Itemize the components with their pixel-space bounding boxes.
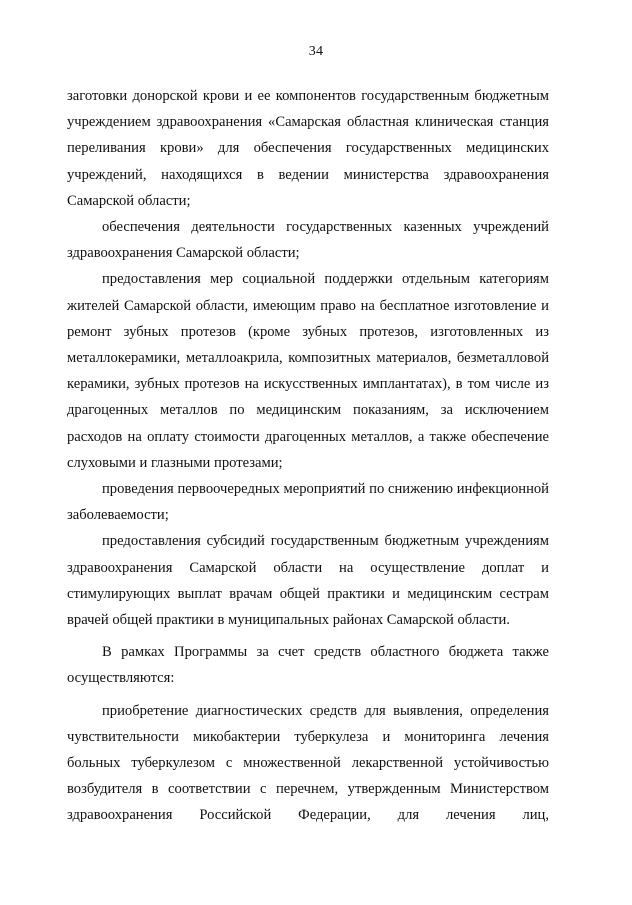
- paragraph-dental-prosthetics: предоставления мер социальной поддержки отдельным категориям жителей Самарской области, имеющим право на бесплатное изготовление и ремонт зубных протезов (кроме зубных протезов, изготовленных из металлокерамики, металлоакрила, композитных материалов, безметалловой керамики, зубных протезов на искусственных имплантатах), в том числе из драгоценных металлов по медицинским показаниям, за исключением расходов на оплату стоимости драгоценных металлов, а также обеспечение слуховыми и глазными протезами;: [67, 271, 549, 471]
- paragraph-diagnostics: приобретение диагностических средств для выявления, определения чувствительности микобактерии туберкулеза и мониторинга лечения больных туберкулезом с множественной лекарственной устойчивостью возбудителя в соответствии с перечнем, утвержденным Министерством здравоохранения Российской Федерации, для лечения лиц,: [67, 702, 549, 824]
- paragraph-state-institutions: обеспечения деятельности государственных казенных учреждений здравоохранения Самарской области;: [67, 219, 549, 262]
- page-number: 34: [308, 44, 324, 59]
- document-body: [67, 83, 549, 829]
- paragraph-donor-blood: заготовки донорской крови и ее компонентов государственным бюджетным учреждением здравоохранения «Самарская областная клиническая станция переливания крови» для обеспечения государственных медицинских учреждений, находящихся в ведении министерства здравоохранения Самарской области;: [67, 88, 549, 209]
- paragraph-infection-measures: проведения первоочередных мероприятий по снижению инфекционной заболеваемости;: [67, 481, 549, 524]
- paragraph-subsidies: предоставления субсидий государственным бюджетным учреждениям здравоохранения Самарской области на осуществление доплат и стимулирующих выплат врачам общей практики и медицинским сестрам врачей общей практики в муниципальных районах Самарской области.: [67, 533, 549, 629]
- paragraph-regional-budget: В рамках Программы за счет средств областного бюджета также осуществляются:: [67, 644, 549, 687]
